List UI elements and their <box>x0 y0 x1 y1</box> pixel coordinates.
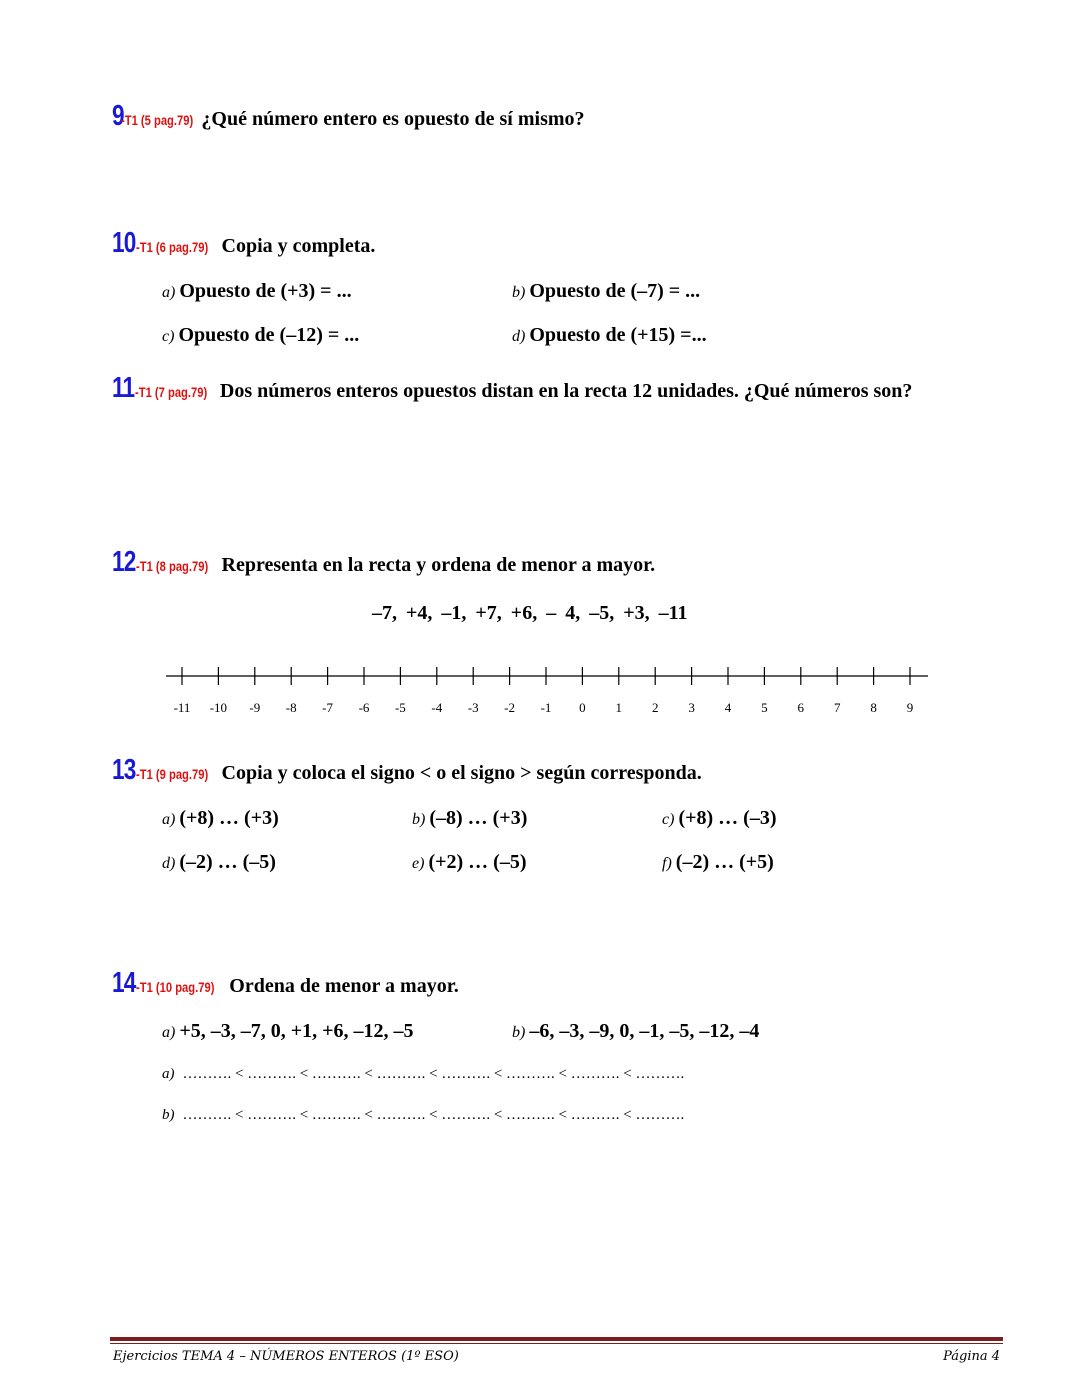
number-line-ticks <box>182 667 910 685</box>
exercise-text: Ordena de menor a mayor. <box>224 975 459 997</box>
exercise-number: 10 <box>112 227 136 259</box>
item-text: Opuesto de (–7) = ... <box>529 280 701 302</box>
item-label: d) <box>512 328 526 345</box>
item-label: d) <box>162 855 176 872</box>
item-text: (+2) … (–5) <box>428 851 527 873</box>
number-line-label: -3 <box>467 700 479 715</box>
exercise-number: 13 <box>112 754 136 786</box>
exercise-number: 12 <box>112 546 136 578</box>
exercise-13-item-c <box>662 807 776 830</box>
number-line-label: -11 <box>173 700 191 715</box>
item-label: a) <box>162 1024 176 1041</box>
exercise-13-item-b <box>412 807 527 830</box>
exercise-number: 9 <box>112 100 124 132</box>
item-text: (–2) … (–5) <box>179 851 276 873</box>
exercise-9-heading <box>112 100 585 133</box>
number-line-label: -6 <box>358 700 370 715</box>
page-number: Página 4 <box>943 1349 1000 1364</box>
item-label: a) <box>162 1066 175 1082</box>
item-label: b) <box>412 811 426 828</box>
exercise-code: -T1 (5 pag.79) <box>121 112 194 128</box>
exercise-code: -T1 (10 pag.79) <box>136 979 215 995</box>
item-label: f) <box>662 855 672 872</box>
number-line-label: 4 <box>724 700 732 715</box>
answer-line-a[interactable] <box>162 1066 684 1083</box>
exercise-code: -T1 (6 pag.79) <box>136 239 209 255</box>
number-line-labels <box>174 700 914 715</box>
number-line-label: -1 <box>540 700 552 715</box>
exercise-13-item-f <box>662 851 774 874</box>
item-text: (–2) … (+5) <box>675 851 774 873</box>
number-line-label: 3 <box>688 700 695 715</box>
item-label: c) <box>662 811 675 828</box>
item-text: Opuesto de (+3) = ... <box>179 280 352 302</box>
number-line-label: 8 <box>870 700 877 715</box>
exercise-number: 14 <box>112 967 136 999</box>
exercise-text: ¿Qué número entero es opuesto de sí mismo? <box>201 108 585 130</box>
exercise-code: -T1 (8 pag.79) <box>136 558 209 574</box>
footer-rule <box>110 1337 1003 1341</box>
exercise-code: -T1 (9 pag.79) <box>136 766 209 782</box>
item-label: b) <box>512 1024 526 1041</box>
number-line-label: 0 <box>579 700 586 715</box>
answer-blanks: ………. < ………. < ………. < ………. < ………. < ………. < ………. < ………. <box>182 1107 685 1123</box>
number-line-label: -4 <box>431 700 443 715</box>
exercise-text: Representa en la recta y ordena de menor a mayor. <box>216 554 656 576</box>
exercise-14-heading <box>112 967 459 1000</box>
exercise-text: Copia y completa. <box>216 235 376 257</box>
answer-line-b[interactable] <box>162 1107 684 1124</box>
answer-blanks: ………. < ………. < ………. < ………. < ………. < ………. < ………. < ………. <box>182 1066 685 1082</box>
exercise-number: 11 <box>112 372 135 404</box>
item-label: b) <box>512 284 526 301</box>
exercise-13-heading <box>112 754 702 787</box>
item-label: b) <box>162 1107 175 1123</box>
exercise-code: -T1 (7 pag.79) <box>134 384 207 400</box>
number-line-label: -10 <box>209 700 228 715</box>
exercise-13-item-a <box>162 807 279 830</box>
exercise-13-item-d <box>162 851 276 874</box>
item-label: e) <box>412 855 425 872</box>
footer-rule-thin <box>110 1343 1003 1344</box>
item-text: Opuesto de (+15) =... <box>529 324 707 346</box>
item-text: (+8) … (+3) <box>179 807 279 829</box>
number-line-label: 9 <box>906 700 914 715</box>
number-sequence: –7, +4, –1, +7, +6, – 4, –5, +3, –11 <box>372 602 688 624</box>
item-text: (+8) … (–3) <box>678 807 777 829</box>
item-label: c) <box>162 328 175 345</box>
exercise-11-heading <box>112 372 912 405</box>
exercise-text: Dos números enteros opuestos distan en la recta 12 unidades. ¿Qué números son? <box>214 380 913 402</box>
item-text: Opuesto de (–12) = ... <box>178 324 360 346</box>
number-line-label: -8 <box>285 700 297 715</box>
exercise-14-item-b <box>512 1020 759 1043</box>
item-text: +5, –3, –7, 0, +1, +6, –12, –5 <box>179 1020 414 1042</box>
item-label: a) <box>162 811 176 828</box>
number-line <box>160 660 940 730</box>
exercise-10-item-d <box>512 324 707 347</box>
number-line-label: 5 <box>761 700 768 715</box>
number-line-label: 2 <box>651 700 659 715</box>
exercise-text: Copia y coloca el signo < o el signo > según corresponda. <box>216 762 702 784</box>
number-line-label: 7 <box>833 700 841 715</box>
exercise-10-item-b <box>512 280 700 303</box>
exercise-14-item-a <box>162 1020 414 1043</box>
item-label: a) <box>162 284 176 301</box>
item-text: (–8) … (+3) <box>429 807 528 829</box>
number-line-label: 6 <box>797 700 805 715</box>
number-line-label: -9 <box>249 700 261 715</box>
exercise-10-heading <box>112 227 375 260</box>
number-line-label: -5 <box>394 700 406 715</box>
number-line-label: -7 <box>322 700 334 715</box>
exercise-12-heading <box>112 546 655 579</box>
exercise-10-item-c <box>162 324 359 347</box>
exercise-10-item-a <box>162 280 352 303</box>
exercise-13-item-e <box>412 851 526 874</box>
number-line-label: -2 <box>504 700 516 715</box>
footer-title: Ejercicios TEMA 4 – NÚMEROS ENTEROS (1º ESO) <box>113 1349 459 1364</box>
item-text: –6, –3, –9, 0, –1, –5, –12, –4 <box>529 1020 760 1042</box>
number-line-label: 1 <box>615 700 623 715</box>
